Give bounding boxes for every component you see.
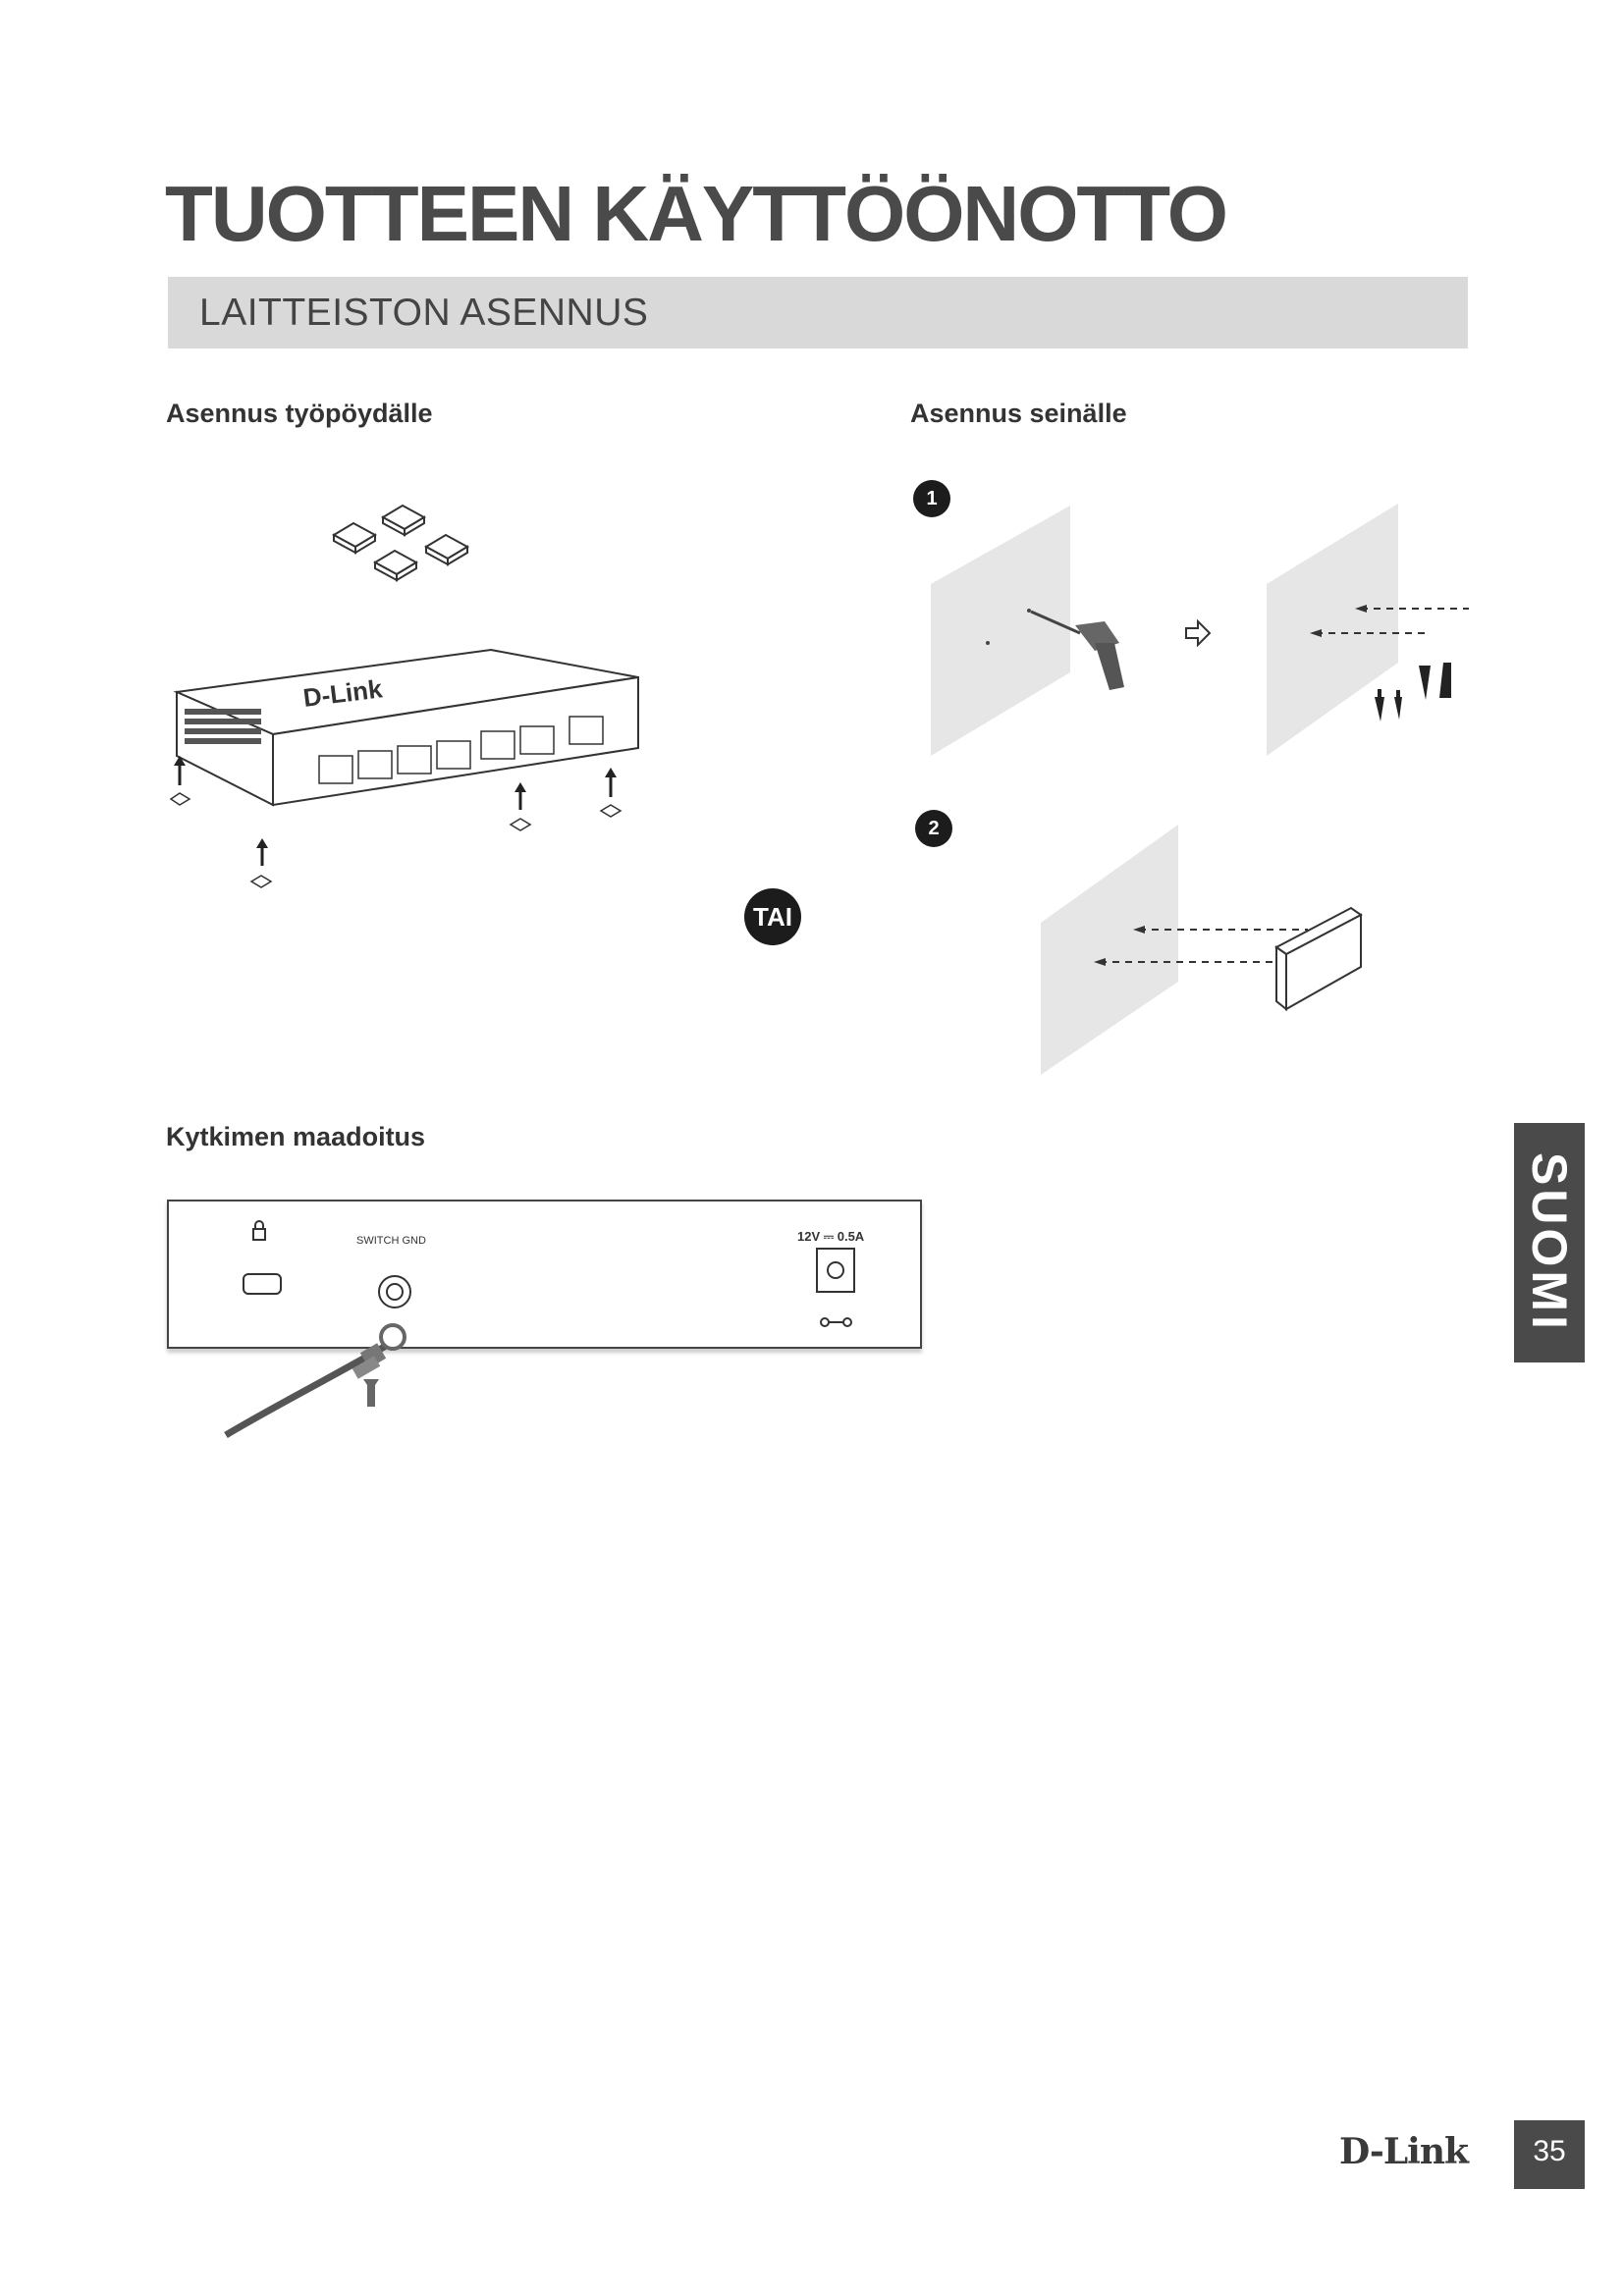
or-badge: TAI [744,888,801,945]
page-title: TUOTTEEN KÄYTTÖÖNOTTO [165,170,1226,257]
wall-install-heading: Asennus seinälle [910,399,1127,428]
switch-desktop-illustration [157,638,648,913]
grounding-heading: Kytkimen maadoitus [166,1122,426,1151]
power-rating-label: 12V ⎓ 0.5A [797,1229,865,1244]
security-slot [244,1274,281,1294]
desktop-install-heading: Asennus työpöydälle [166,399,433,428]
ground-cable-icon [226,1325,405,1435]
section-heading: LAITTEISTON ASENNUS [199,292,649,334]
switch-gnd-label: SWITCH GND [356,1235,426,1247]
dlink-logo: D-Link [1339,2131,1468,2172]
rubber-feet-illustration [324,496,491,594]
language-label: SUOMI [1522,1152,1577,1333]
dc-jack-icon [817,1249,854,1326]
wall-drilling-illustration [923,496,1473,771]
lock-icon [253,1221,265,1240]
page-number: 35 [1514,2120,1585,2189]
step-2-badge: 2 [915,810,952,847]
device-logo-text: D-Link [301,673,385,713]
language-side-tab [1514,1123,1585,1362]
arrow-right-icon [1186,621,1210,645]
ground-screw-icon [379,1276,410,1308]
screws-anchors-icon [1375,663,1451,721]
grounding-illustration [167,1200,923,1445]
step-1-badge: 1 [913,480,950,517]
wall-mounting-illustration [1031,815,1375,1080]
section-heading-bar [168,277,1468,348]
